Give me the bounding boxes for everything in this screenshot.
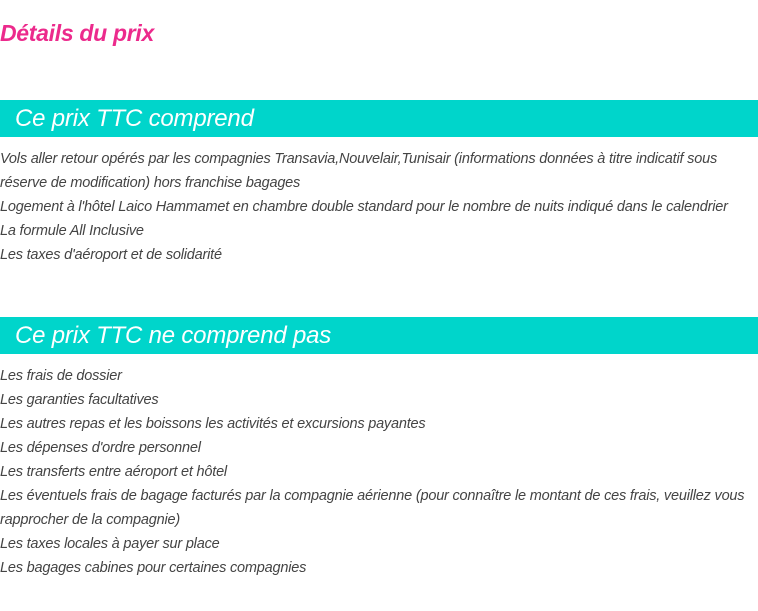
- excluded-item: Les dépenses d'ordre personnel: [0, 440, 201, 456]
- included-item: Logement à l'hôtel Laico Hammamet en chambre double standard pour le nombre de nuits indiqué dans le calendrier: [0, 199, 728, 215]
- included-item: Vols aller retour opérés par les compagnies Transavia,Nouvelair,Tunisair (informations données à titre indicatif sous réserve de modification) hors franchise bagages: [0, 151, 717, 191]
- included-section-header: [0, 100, 758, 137]
- excluded-item: Les taxes locales à payer sur place: [0, 536, 220, 552]
- included-item: Les taxes d'aéroport et de solidarité: [0, 247, 222, 263]
- page-title: Détails du prix: [0, 20, 154, 46]
- excluded-item: Les transferts entre aéroport et hôtel: [0, 464, 227, 480]
- excluded-item: Les éventuels frais de bagage facturés par la compagnie aérienne (pour connaître le montant de ces frais, veuillez vous rapprocher de la compagnie): [0, 488, 745, 528]
- excluded-item: Les bagages cabines pour certaines compagnies: [0, 560, 307, 576]
- excluded-section-header: [0, 317, 758, 354]
- excluded-heading: Ce prix TTC ne comprend pas: [15, 322, 332, 349]
- excluded-item: Les frais de dossier: [0, 368, 122, 384]
- excluded-item: Les garanties facultatives: [0, 392, 159, 408]
- included-heading: Ce prix TTC comprend: [15, 105, 254, 132]
- excluded-item: Les autres repas et les boissons les activités et excursions payantes: [0, 416, 426, 432]
- included-item: La formule All Inclusive: [0, 223, 144, 239]
- excluded-list: [0, 364, 758, 580]
- included-list: [0, 147, 758, 267]
